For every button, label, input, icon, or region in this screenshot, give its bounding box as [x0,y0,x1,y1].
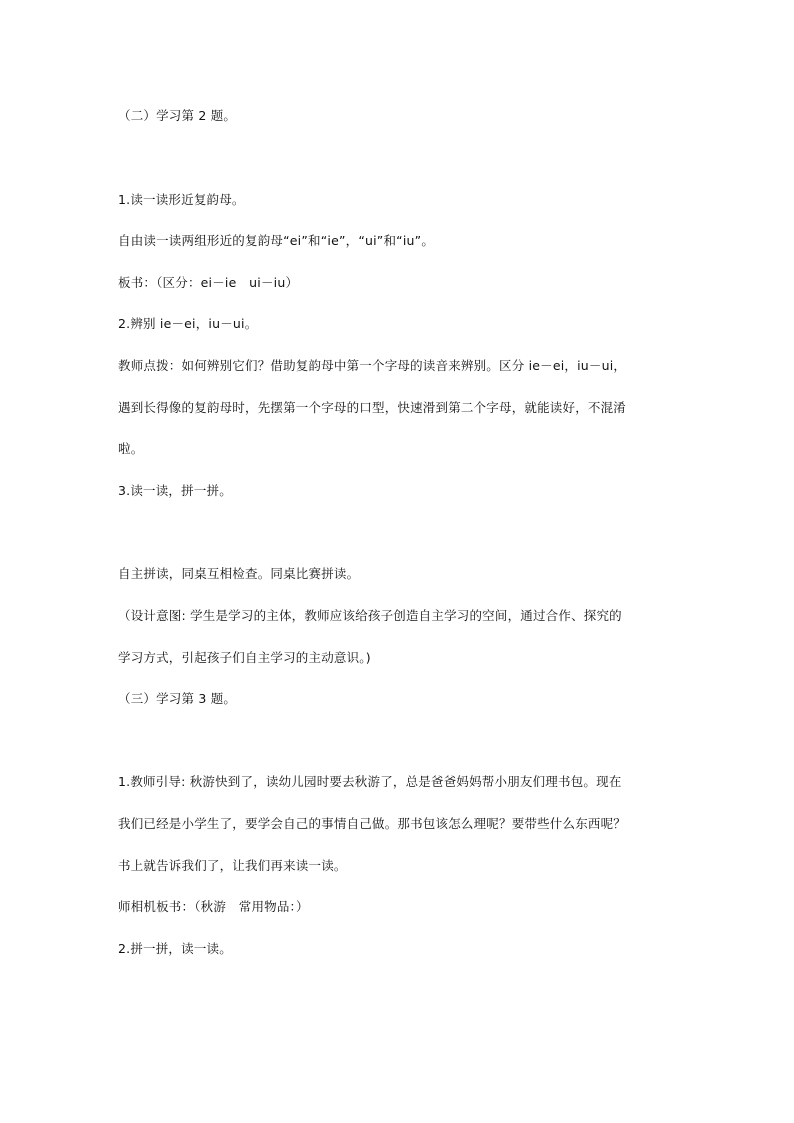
paragraph: 2.辨别 ie－ei，iu－ui。 [118,316,258,331]
paragraph: 3.读一读，拼一拼。 [118,483,232,498]
section-heading-3: （三）学习第 3 题。 [118,691,237,706]
paragraph: 教师点拨：如何辨别它们？借助复韵母中第一个字母的读音来辨别。区分 ie－ei，iu－ui， [118,358,627,373]
paragraph: 2.拼一拼，读一读。 [118,941,232,956]
paragraph: 自主拼读，同桌互相检查。同桌比赛拼读。 [118,566,360,581]
paragraph: 书上就告诉我们了，让我们再来读一读。 [118,858,347,873]
paragraph: 啦。 [118,441,144,456]
paragraph: （设计意图: 学生是学习的主体，教师应该给孩子创造自主学习的空间，通过合作、探究的 [118,608,622,623]
paragraph: 板书：（区分：ei－ie ui－iu） [118,275,299,290]
paragraph: 1.教师引导: 秋游快到了，读幼儿园时要去秋游了，总是爸爸妈妈帮小朋友们理书包。现在 [118,774,622,789]
paragraph: 学习方式，引起孩子们自主学习的主动意识。) [118,650,371,665]
paragraph: 自由读一读两组形近的复韵母“ei”和“ie”，“ui”和“iu”。 [118,233,435,248]
paragraph: 1.读一读形近复韵母。 [118,192,245,207]
paragraph: 师相机板书：（秋游 常用物品：） [118,899,309,914]
section-heading-2: （二）学习第 2 题。 [118,108,237,123]
paragraph: 我们已经是小学生了，要学会自己的事情自己做。那书包该怎么理呢？要带些什么东西呢？ [118,816,627,831]
paragraph: 遇到长得像的复韵母时，先摆第一个字母的口型，快速滑到第二个字母，就能读好，不混淆 [118,400,627,415]
